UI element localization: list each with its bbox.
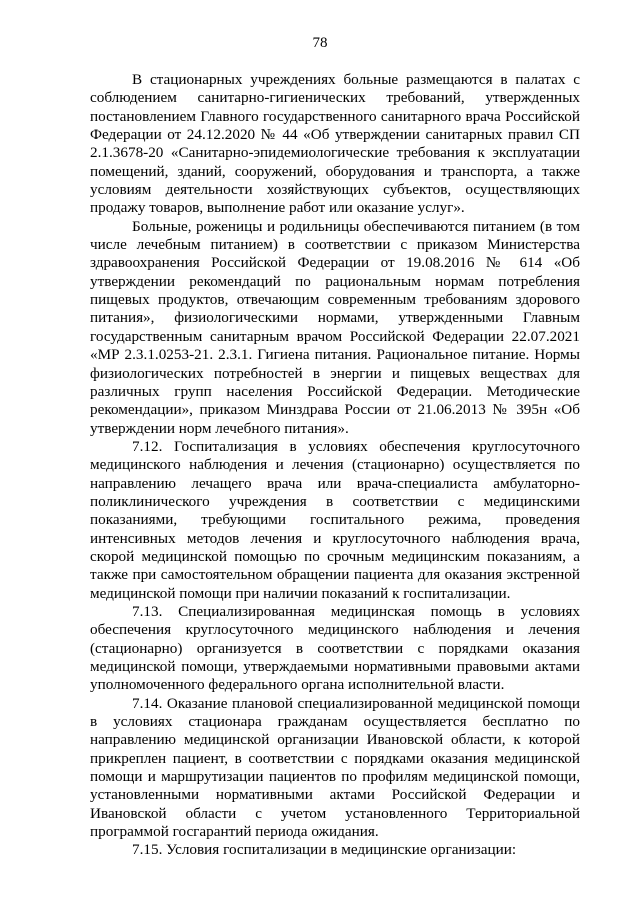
paragraph-nutrition: Больные, роженицы и родильницы обеспечиваются питанием (в том числе лечебным питанием) в соответствии с приказом Министерства здравоохранения Российской Федерации от 19.08.2016 № 614 «Об утверждении рекомендаций по рациональным нормам потребления пищевых продуктов, отвечающим современным требованиям здорового питания», физиологическими нормами, утвержденными Главным государственным санитарным врачом Российской Федерации 22.07.2021 «МР 2.3.1.0253-21. 2.3.1. Гигиена питания. Рациональное питание. Нормы физиологических потребностей в энергии и пищевых веществах для различных групп населения Российской Федерации. Методические рекомендации», приказом Минздрава России от 21.06.2013 № 395н «Об утверждении норм лечебного питания». — [90, 217, 580, 437]
paragraph-7-13-specialized-care: 7.13. Специализированная медицинская помощь в условиях обеспечения круглосуточного медицинского наблюдения и лечения (стационарно) организуется в соответствии с порядками оказания медицинской помощи, утверждаемыми нормативными правовыми актами уполномоченного федерального органа исполнительной власти. — [90, 602, 580, 694]
paragraph-inpatient-wards: В стационарных учреждениях больные размещаются в палатах с соблюдением санитарно-гигиенических требований, утвержденных постановлением Главного государственного санитарного врача Российской Федерации от 24.12.2020 № 44 «Об утверждении санитарных правил СП 2.1.3678-20 «Санитарно-эпидемиологические требования к эксплуатации помещений, зданий, сооружений, оборудования и транспорта, а также условиям деятельности хозяйствующих субъектов, осуществляющих продажу товаров, выполнение работ или оказание услуг». — [90, 71, 580, 217]
page-number: 78 — [312, 35, 328, 51]
paragraph-7-15-conditions: 7.15. Условия госпитализации в медицинские организации: — [132, 841, 517, 859]
document-body — [90, 71, 580, 860]
paragraph-7-12-hospitalization: 7.12. Госпитализация в условиях обеспечения круглосуточного медицинского наблюдения и лечения (стационарно) осуществляется по направлению лечащего врача или врача-специалиста амбулаторно-поликлинического учреждения в соответствии с медицинскими показаниями, требующими госпитального режима, проведения интенсивных методов лечения и круглосуточного наблюдения врача, скорой медицинской помощью по срочным медицинским показаниям, а также при самостоятельном обращении пациента для оказания экстренной медицинской помощи при наличии показаний к госпитализации. — [90, 437, 580, 602]
paragraph-7-14-planned-care: 7.14. Оказание плановой специализированной медицинской помощи в условиях стационара гражданам осуществляется бесплатно по направлению медицинской организации Ивановской области, к которой прикреплен пациент, в соответствии с порядками оказания медицинской помощи и маршрутизации пациентов по профилям медицинской помощи, установленными нормативными актами Российской Федерации и Ивановской области с учетом установленного Территориальной программой госгарантий периода ожидания. — [90, 694, 580, 841]
